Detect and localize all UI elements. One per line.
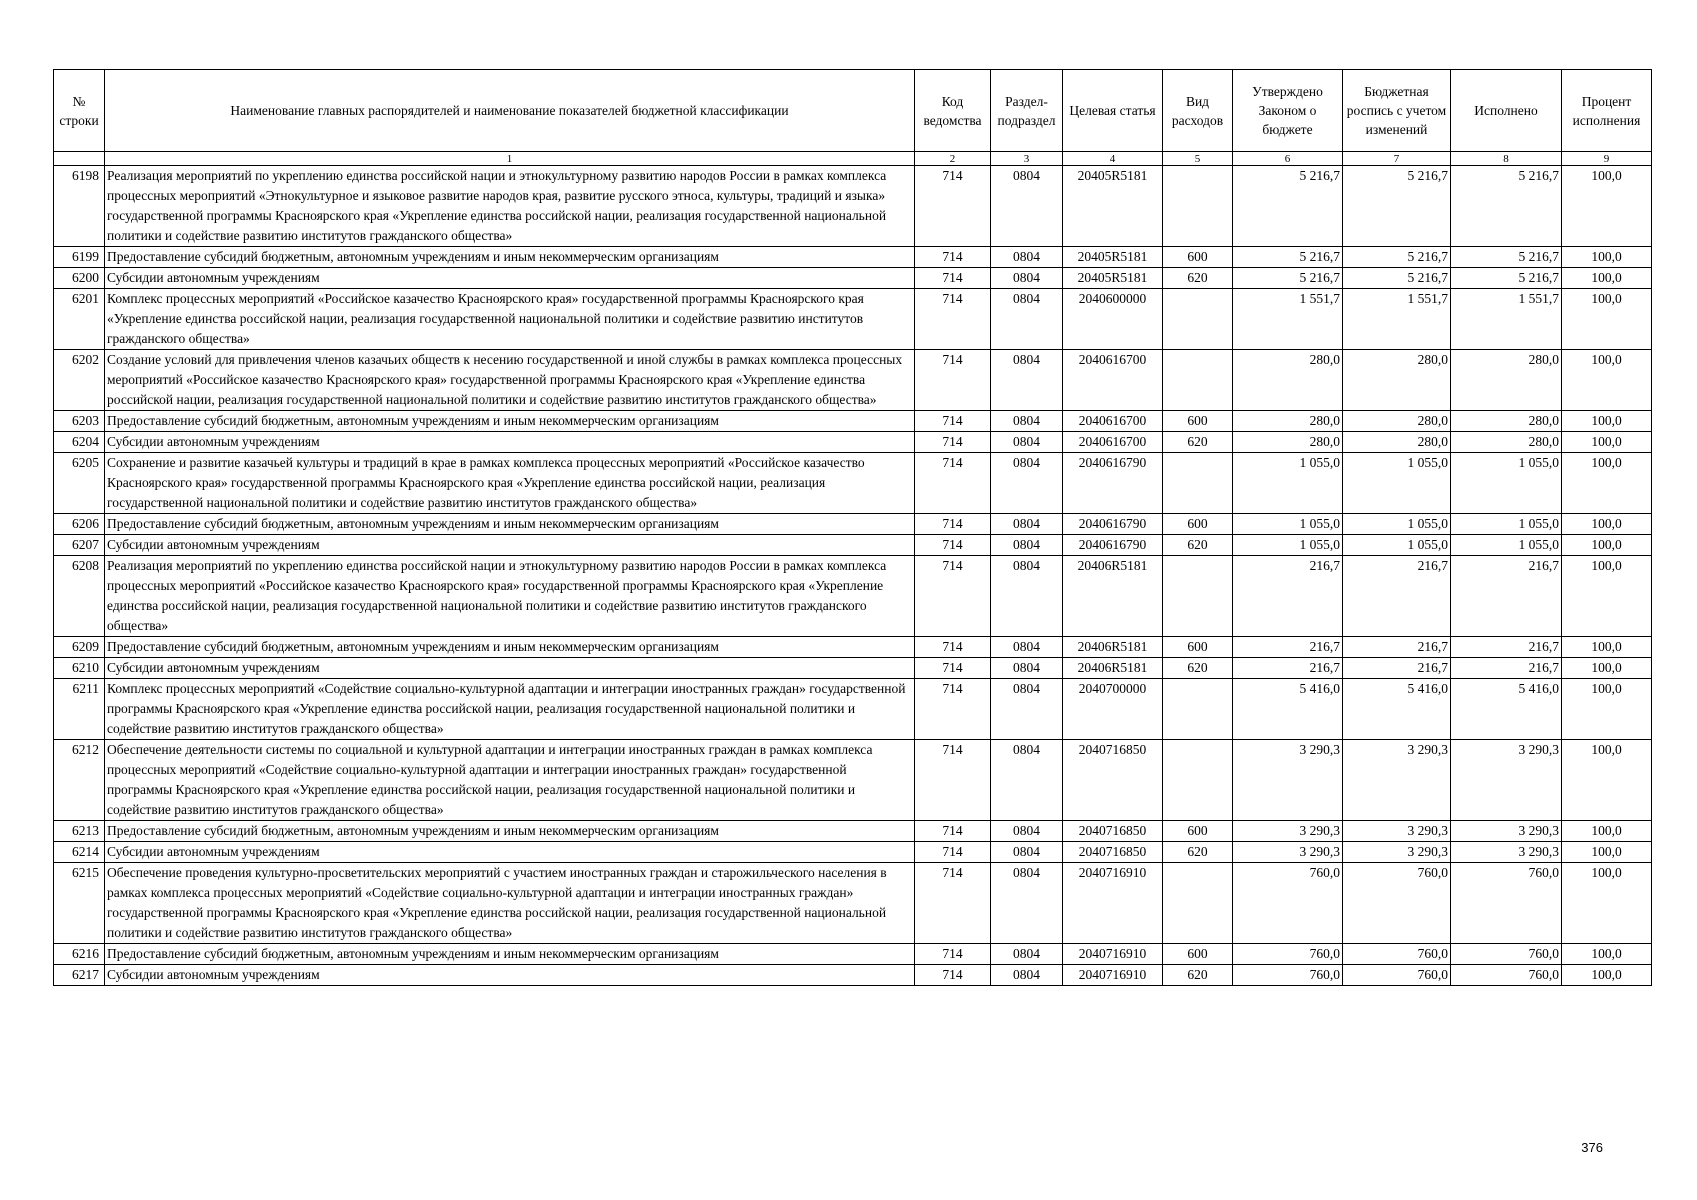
row-approved: 1 055,0	[1233, 535, 1343, 556]
row-executed: 1 055,0	[1451, 535, 1562, 556]
row-approved: 1 551,7	[1233, 289, 1343, 350]
row-budget: 5 216,7	[1343, 166, 1451, 247]
row-exp-type	[1163, 166, 1233, 247]
row-percent: 100,0	[1562, 350, 1652, 411]
column-number: 5	[1163, 152, 1233, 166]
row-name: Предоставление субсидий бюджетным, автономным учреждениям и иным некоммерческим организациям	[105, 637, 915, 658]
row-target: 2040616700	[1063, 350, 1163, 411]
row-number: 6203	[54, 411, 105, 432]
row-number: 6207	[54, 535, 105, 556]
row-exp-type: 600	[1163, 637, 1233, 658]
row-executed: 760,0	[1451, 944, 1562, 965]
row-budget: 3 290,3	[1343, 821, 1451, 842]
row-target: 2040716850	[1063, 821, 1163, 842]
row-exp-type: 600	[1163, 411, 1233, 432]
header-target: Целевая статья	[1063, 70, 1163, 152]
row-number: 6201	[54, 289, 105, 350]
row-number: 6199	[54, 247, 105, 268]
header-percent: Процент исполнения	[1562, 70, 1652, 152]
row-name: Комплекс процессных мероприятий «Российское казачество Красноярского края» государственной программы Красноярского края «Укрепление единства российской нации, реализация государственной национальной политики и содействие развитию институтов гражданского общества»	[105, 289, 915, 350]
table-row	[54, 863, 1652, 944]
row-approved: 216,7	[1233, 658, 1343, 679]
row-budget: 3 290,3	[1343, 740, 1451, 821]
table-row	[54, 268, 1652, 289]
row-approved: 5 416,0	[1233, 679, 1343, 740]
row-percent: 100,0	[1562, 944, 1652, 965]
table-row	[54, 411, 1652, 432]
row-dept-code: 714	[915, 556, 991, 637]
row-section: 0804	[991, 247, 1063, 268]
row-budget: 216,7	[1343, 658, 1451, 679]
row-exp-type	[1163, 289, 1233, 350]
row-name: Субсидии автономным учреждениям	[105, 268, 915, 289]
row-percent: 100,0	[1562, 289, 1652, 350]
row-dept-code: 714	[915, 944, 991, 965]
row-target: 20405R5181	[1063, 247, 1163, 268]
row-budget: 280,0	[1343, 350, 1451, 411]
row-budget: 1 055,0	[1343, 535, 1451, 556]
row-exp-type: 600	[1163, 514, 1233, 535]
row-executed: 1 551,7	[1451, 289, 1562, 350]
page-number: 376	[1581, 1140, 1603, 1155]
column-number: 6	[1233, 152, 1343, 166]
table-row	[54, 350, 1652, 411]
table-row	[54, 166, 1652, 247]
row-percent: 100,0	[1562, 166, 1652, 247]
row-section: 0804	[991, 535, 1063, 556]
row-name: Субсидии автономным учреждениям	[105, 658, 915, 679]
row-target: 2040616790	[1063, 453, 1163, 514]
row-section: 0804	[991, 166, 1063, 247]
row-section: 0804	[991, 658, 1063, 679]
row-budget: 1 551,7	[1343, 289, 1451, 350]
row-exp-type	[1163, 740, 1233, 821]
row-name: Комплекс процессных мероприятий «Содействие социально-культурной адаптации и интеграции иностранных граждан» государственной программы Красноярского края «Укрепление единства российской нации, реализация государственной национальной политики и содействие развитию институтов гражданского общества»	[105, 679, 915, 740]
row-budget: 3 290,3	[1343, 842, 1451, 863]
row-target: 2040616700	[1063, 432, 1163, 453]
row-dept-code: 714	[915, 821, 991, 842]
header-executed: Исполнено	[1451, 70, 1562, 152]
row-budget: 760,0	[1343, 944, 1451, 965]
table-row	[54, 432, 1652, 453]
row-target: 20405R5181	[1063, 268, 1163, 289]
row-dept-code: 714	[915, 453, 991, 514]
column-number: 3	[991, 152, 1063, 166]
column-number: 1	[105, 152, 915, 166]
table-row	[54, 740, 1652, 821]
row-approved: 760,0	[1233, 863, 1343, 944]
row-target: 2040616790	[1063, 514, 1163, 535]
row-name: Субсидии автономным учреждениям	[105, 965, 915, 986]
row-executed: 280,0	[1451, 432, 1562, 453]
row-budget: 5 216,7	[1343, 268, 1451, 289]
row-approved: 1 055,0	[1233, 453, 1343, 514]
table-row	[54, 637, 1652, 658]
table-row	[54, 944, 1652, 965]
row-executed: 216,7	[1451, 556, 1562, 637]
row-executed: 280,0	[1451, 350, 1562, 411]
row-name: Предоставление субсидий бюджетным, автономным учреждениям и иным некоммерческим организациям	[105, 411, 915, 432]
row-executed: 5 416,0	[1451, 679, 1562, 740]
row-approved: 216,7	[1233, 637, 1343, 658]
row-number: 6212	[54, 740, 105, 821]
row-exp-type	[1163, 679, 1233, 740]
row-number: 6216	[54, 944, 105, 965]
row-percent: 100,0	[1562, 658, 1652, 679]
row-executed: 216,7	[1451, 658, 1562, 679]
row-approved: 3 290,3	[1233, 842, 1343, 863]
row-percent: 100,0	[1562, 637, 1652, 658]
row-section: 0804	[991, 679, 1063, 740]
row-target: 2040716910	[1063, 944, 1163, 965]
row-executed: 5 216,7	[1451, 247, 1562, 268]
row-target: 2040716910	[1063, 863, 1163, 944]
row-budget: 5 216,7	[1343, 247, 1451, 268]
row-exp-type: 620	[1163, 965, 1233, 986]
row-dept-code: 714	[915, 842, 991, 863]
row-target: 2040616790	[1063, 535, 1163, 556]
budget-execution-table	[53, 69, 1652, 986]
row-section: 0804	[991, 411, 1063, 432]
row-name: Предоставление субсидий бюджетным, автономным учреждениям и иным некоммерческим организациям	[105, 514, 915, 535]
row-dept-code: 714	[915, 268, 991, 289]
row-section: 0804	[991, 268, 1063, 289]
table-row	[54, 535, 1652, 556]
table-row	[54, 453, 1652, 514]
row-percent: 100,0	[1562, 965, 1652, 986]
row-dept-code: 714	[915, 965, 991, 986]
table-row	[54, 842, 1652, 863]
row-approved: 280,0	[1233, 411, 1343, 432]
row-approved: 216,7	[1233, 556, 1343, 637]
row-percent: 100,0	[1562, 268, 1652, 289]
row-approved: 5 216,7	[1233, 247, 1343, 268]
row-approved: 5 216,7	[1233, 166, 1343, 247]
row-target: 20406R5181	[1063, 637, 1163, 658]
row-target: 20406R5181	[1063, 556, 1163, 637]
row-percent: 100,0	[1562, 842, 1652, 863]
column-number: 8	[1451, 152, 1562, 166]
row-exp-type	[1163, 556, 1233, 637]
row-target: 2040716850	[1063, 740, 1163, 821]
row-name: Субсидии автономным учреждениям	[105, 432, 915, 453]
header-budget: Бюджетная роспись с учетом изменений	[1343, 70, 1451, 152]
row-number: 6200	[54, 268, 105, 289]
row-number: 6204	[54, 432, 105, 453]
row-dept-code: 714	[915, 411, 991, 432]
header-row	[54, 70, 1652, 152]
row-number: 6211	[54, 679, 105, 740]
table-row	[54, 289, 1652, 350]
row-number: 6198	[54, 166, 105, 247]
row-section: 0804	[991, 842, 1063, 863]
row-dept-code: 714	[915, 247, 991, 268]
table-row	[54, 965, 1652, 986]
row-dept-code: 714	[915, 637, 991, 658]
row-executed: 280,0	[1451, 411, 1562, 432]
row-percent: 100,0	[1562, 556, 1652, 637]
row-number: 6215	[54, 863, 105, 944]
row-executed: 760,0	[1451, 965, 1562, 986]
row-budget: 760,0	[1343, 863, 1451, 944]
row-exp-type: 620	[1163, 842, 1233, 863]
row-number: 6214	[54, 842, 105, 863]
row-executed: 1 055,0	[1451, 514, 1562, 535]
row-approved: 280,0	[1233, 432, 1343, 453]
row-approved: 760,0	[1233, 944, 1343, 965]
row-approved: 5 216,7	[1233, 268, 1343, 289]
row-dept-code: 714	[915, 432, 991, 453]
row-name: Предоставление субсидий бюджетным, автономным учреждениям и иным некоммерческим организациям	[105, 944, 915, 965]
row-name: Предоставление субсидий бюджетным, автономным учреждениям и иным некоммерческим организациям	[105, 821, 915, 842]
row-section: 0804	[991, 289, 1063, 350]
row-number: 6210	[54, 658, 105, 679]
row-percent: 100,0	[1562, 514, 1652, 535]
row-section: 0804	[991, 944, 1063, 965]
row-percent: 100,0	[1562, 432, 1652, 453]
column-number: 4	[1063, 152, 1163, 166]
row-exp-type: 620	[1163, 658, 1233, 679]
header-exp-type: Вид расходов	[1163, 70, 1233, 152]
row-number: 6208	[54, 556, 105, 637]
row-number: 6205	[54, 453, 105, 514]
row-budget: 1 055,0	[1343, 514, 1451, 535]
row-name: Субсидии автономным учреждениям	[105, 535, 915, 556]
row-exp-type	[1163, 863, 1233, 944]
row-dept-code: 714	[915, 350, 991, 411]
row-number: 6213	[54, 821, 105, 842]
row-budget: 216,7	[1343, 556, 1451, 637]
row-exp-type	[1163, 453, 1233, 514]
header-approved: Утверждено Законом о бюджете	[1233, 70, 1343, 152]
table-row	[54, 556, 1652, 637]
header-row-no: № строки	[54, 70, 105, 152]
row-target: 2040600000	[1063, 289, 1163, 350]
row-name: Создание условий для привлечения членов казачьих обществ к несению государственной и иной службы в рамках комплекса процессных мероприятий «Российское казачество Красноярского края» государственной программы Красноярского края «Укрепление единства российской нации, реализация государственной национальной политики и содействие развитию институтов гражданского общества»	[105, 350, 915, 411]
column-numbers-row	[54, 152, 1652, 166]
row-number: 6202	[54, 350, 105, 411]
row-exp-type: 600	[1163, 944, 1233, 965]
row-name: Обеспечение деятельности системы по социальной и культурной адаптации и интеграции иностранных граждан в рамках комплекса процессных мероприятий «Содействие социально-культурной адаптации и интеграции иностранных граждан» государственной программы Красноярского края «Укрепление единства российской нации, реализация государственной национальной политики и содействие развитию институтов гражданского общества»	[105, 740, 915, 821]
row-name: Предоставление субсидий бюджетным, автономным учреждениям и иным некоммерческим организациям	[105, 247, 915, 268]
row-budget: 760,0	[1343, 965, 1451, 986]
row-dept-code: 714	[915, 514, 991, 535]
row-target: 20405R5181	[1063, 166, 1163, 247]
row-percent: 100,0	[1562, 247, 1652, 268]
row-number: 6206	[54, 514, 105, 535]
row-executed: 216,7	[1451, 637, 1562, 658]
table-row	[54, 247, 1652, 268]
row-executed: 760,0	[1451, 863, 1562, 944]
row-dept-code: 714	[915, 679, 991, 740]
row-budget: 5 416,0	[1343, 679, 1451, 740]
row-percent: 100,0	[1562, 740, 1652, 821]
row-target: 2040716910	[1063, 965, 1163, 986]
row-dept-code: 714	[915, 166, 991, 247]
row-executed: 3 290,3	[1451, 740, 1562, 821]
row-number: 6217	[54, 965, 105, 986]
column-number-blank	[54, 152, 105, 166]
row-exp-type: 620	[1163, 535, 1233, 556]
row-approved: 280,0	[1233, 350, 1343, 411]
row-percent: 100,0	[1562, 863, 1652, 944]
row-exp-type: 600	[1163, 821, 1233, 842]
header-name: Наименование главных распорядителей и наименование показателей бюджетной классификации	[105, 70, 915, 152]
column-number: 7	[1343, 152, 1451, 166]
row-section: 0804	[991, 350, 1063, 411]
row-percent: 100,0	[1562, 535, 1652, 556]
row-exp-type	[1163, 350, 1233, 411]
row-section: 0804	[991, 453, 1063, 514]
row-percent: 100,0	[1562, 453, 1652, 514]
row-budget: 1 055,0	[1343, 453, 1451, 514]
row-dept-code: 714	[915, 658, 991, 679]
row-approved: 3 290,3	[1233, 740, 1343, 821]
row-dept-code: 714	[915, 863, 991, 944]
row-section: 0804	[991, 432, 1063, 453]
row-section: 0804	[991, 821, 1063, 842]
row-section: 0804	[991, 740, 1063, 821]
row-target: 2040700000	[1063, 679, 1163, 740]
table-row	[54, 514, 1652, 535]
row-dept-code: 714	[915, 289, 991, 350]
row-name: Реализация мероприятий по укреплению единства российской нации и этнокультурному развитию народов России в рамках комплекса процессных мероприятий «Этнокультурное и языковое развитие народов края, развитие русского этноса, культуры, традиций и языка» государственной программы Красноярского края «Укрепление единства российской нации, реализация государственной национальной политики и содействие развитию институтов гражданского общества»	[105, 166, 915, 247]
row-approved: 760,0	[1233, 965, 1343, 986]
table-row	[54, 821, 1652, 842]
row-name: Обеспечение проведения культурно-просветительских мероприятий с участием иностранных граждан и старожильческого населения в рамках комплекса процессных мероприятий «Содействие социально-культурной адаптации и интеграции иностранных граждан» государственной программы Красноярского края «Укрепление единства российской нации, реализация государственной национальной политики и содействие развитию институтов гражданского общества»	[105, 863, 915, 944]
row-executed: 3 290,3	[1451, 821, 1562, 842]
row-section: 0804	[991, 637, 1063, 658]
row-exp-type: 620	[1163, 268, 1233, 289]
row-section: 0804	[991, 556, 1063, 637]
row-executed: 5 216,7	[1451, 268, 1562, 289]
row-target: 2040716850	[1063, 842, 1163, 863]
row-percent: 100,0	[1562, 679, 1652, 740]
row-name: Сохранение и развитие казачьей культуры и традиций в крае в рамках комплекса процессных мероприятий «Российское казачество Красноярского края» государственной программы Красноярского края «Укрепление единства российской нации, реализация государственной национальной политики и содействие развитию институтов гражданского общества»	[105, 453, 915, 514]
header-section: Раздел-подраздел	[991, 70, 1063, 152]
row-approved: 1 055,0	[1233, 514, 1343, 535]
row-budget: 216,7	[1343, 637, 1451, 658]
row-name: Субсидии автономным учреждениям	[105, 842, 915, 863]
row-target: 2040616700	[1063, 411, 1163, 432]
row-name: Реализация мероприятий по укреплению единства российской нации и этнокультурному развитию народов России в рамках комплекса процессных мероприятий «Российское казачество Красноярского края» государственной программы Красноярского края «Укрепление единства российской нации, реализация государственной национальной политики и содействие развитию институтов гражданского общества»	[105, 556, 915, 637]
row-section: 0804	[991, 965, 1063, 986]
row-section: 0804	[991, 514, 1063, 535]
row-number: 6209	[54, 637, 105, 658]
row-executed: 1 055,0	[1451, 453, 1562, 514]
row-executed: 3 290,3	[1451, 842, 1562, 863]
row-budget: 280,0	[1343, 432, 1451, 453]
table-row	[54, 658, 1652, 679]
row-exp-type: 620	[1163, 432, 1233, 453]
row-dept-code: 714	[915, 535, 991, 556]
row-budget: 280,0	[1343, 411, 1451, 432]
table-row	[54, 679, 1652, 740]
row-target: 20406R5181	[1063, 658, 1163, 679]
column-number: 2	[915, 152, 991, 166]
row-percent: 100,0	[1562, 411, 1652, 432]
column-number: 9	[1562, 152, 1652, 166]
header-dept-code: Код ведомства	[915, 70, 991, 152]
row-executed: 5 216,7	[1451, 166, 1562, 247]
row-dept-code: 714	[915, 740, 991, 821]
row-approved: 3 290,3	[1233, 821, 1343, 842]
row-exp-type: 600	[1163, 247, 1233, 268]
row-section: 0804	[991, 863, 1063, 944]
budget-document	[53, 69, 1651, 986]
row-percent: 100,0	[1562, 821, 1652, 842]
